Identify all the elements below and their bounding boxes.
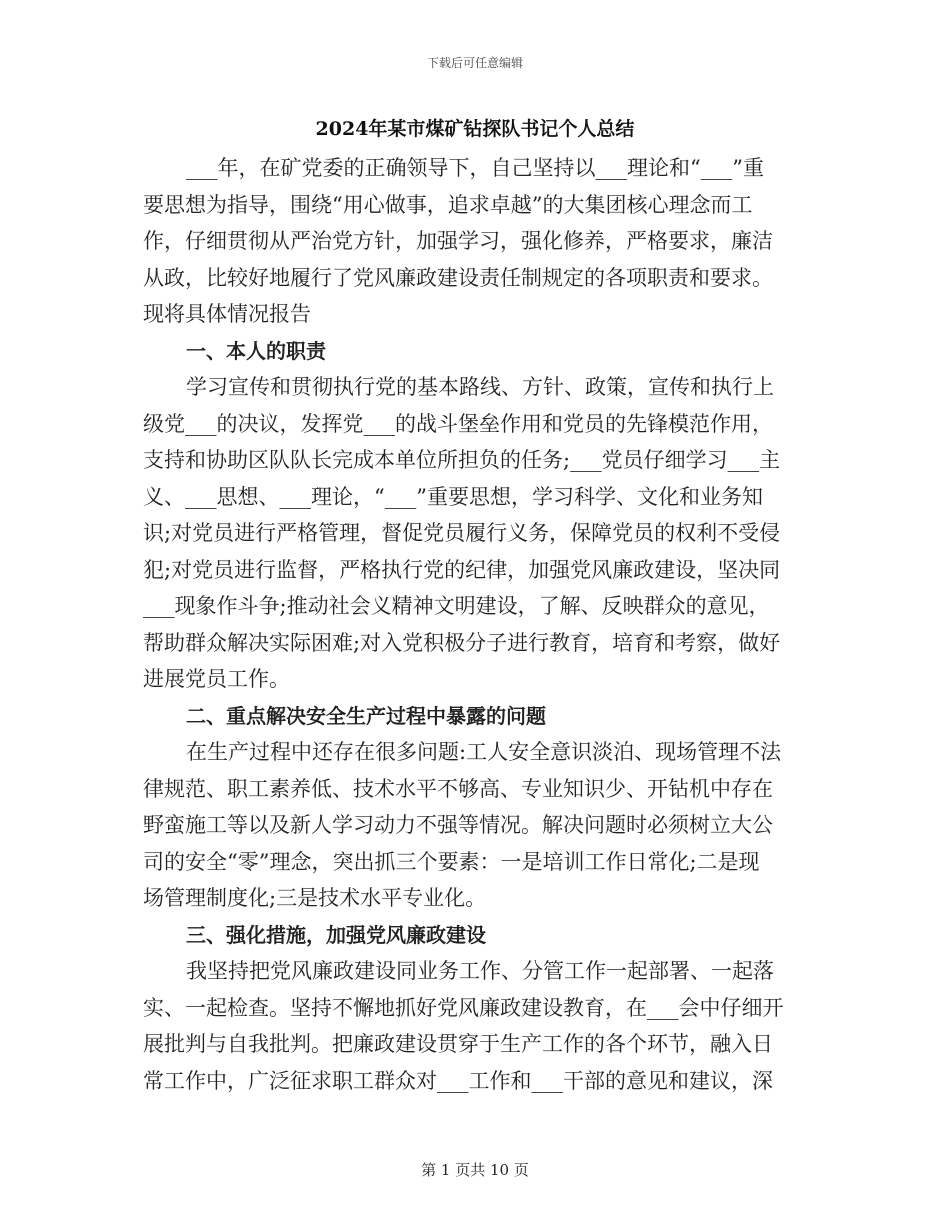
- paragraph-line: 野蛮施工等以及新人学习动力不强等情况。解决问题时必须树立大公: [143, 813, 773, 837]
- paragraph-line: 帮助群众解决实际困难;对入党积极分子进行教育，培育和考察，做好: [143, 630, 781, 655]
- paragraph-line: 识;对党员进行严格管理，督促党员履行义务，保障党员的权利不受侵: [143, 521, 781, 545]
- paragraph-line: 义、___思想、___理论，“___”重要思想，学习科学、文化和业务知: [143, 484, 763, 509]
- paragraph-line: 实、一起检查。坚持不懈地抓好党风廉政建设教育，在___会中仔细开: [143, 995, 784, 1020]
- paragraph-line: 支持和协助区队队长完成本单位所担负的任务;___党员仔细学习___主: [143, 448, 781, 472]
- paragraph-line: 展批判与自我批判。把廉政建设贯穿于生产工作的各个环节，融入日: [143, 1032, 773, 1056]
- paragraph-line: 级党___的决议，发挥党___的战斗堡垒作用和党员的先锋模范作用，: [143, 411, 773, 436]
- section-heading: 二、重点解决安全生产过程中暴露的问题: [186, 703, 546, 728]
- paragraph-line: 律规范、职工素养低、技术水平不够高、专业知识少、开钻机中存在: [143, 776, 773, 801]
- paragraph-line: 司的安全“零”理念，突出抓三个要素：一是培训工作日常化;二是现: [143, 849, 760, 874]
- section-heading: 一、本人的职责: [186, 338, 326, 363]
- paragraph-line: 在生产过程中还存在很多问题:工人安全意识淡泊、现场管理不法: [186, 740, 782, 764]
- section-heading: 三、强化措施，加强党风廉政建设: [186, 922, 486, 947]
- paragraph-line: 进展党员工作。: [143, 667, 290, 691]
- paragraph-line: 学习宣传和贯彻执行党的基本路线、方针、政策，宣传和执行上: [186, 375, 774, 399]
- page-footer: 第 1 页共 10 页: [421, 1161, 529, 1179]
- paragraph-line: 从政，比较好地履行了党风廉政建设责任制规定的各项职责和要求。: [143, 265, 773, 290]
- document-title: 2024年某市煤矿钻探队书记个人总结: [315, 118, 635, 140]
- document-body: [143, 150, 809, 1099]
- page-header: 下载后可任意编辑: [426, 56, 523, 70]
- paragraph-line: ___年，在矿党委的正确领导下，自己坚持以___理论和“___”重: [186, 156, 764, 180]
- paragraph-line: 场管理制度化;三是技术水平专业化。: [143, 886, 487, 910]
- paragraph-line: 常工作中，广泛征求职工群众对___工作和___干部的意见和建议，深: [143, 1068, 773, 1093]
- paragraph-line: 现将具体情况报告: [143, 302, 311, 326]
- paragraph-line: 犯;对党员进行监督，严格执行党的纪律，加强党风廉政建设，坚决同: [143, 557, 781, 582]
- paragraph-line: 我坚持把党风廉政建设同业务工作、分管工作一起部署、一起落: [186, 959, 774, 983]
- paragraph-line: ___现象作斗争;推动社会义精神文明建设，了解、反映群众的意见，: [143, 594, 770, 618]
- paragraph-line: 作，仔细贯彻从严治党方针，加强学习，强化修养，严格要求，廉洁: [143, 229, 773, 253]
- paragraph-line: 要思想为指导，围绕“用心做事，追求卓越”的大集团核心理念而工: [143, 192, 753, 217]
